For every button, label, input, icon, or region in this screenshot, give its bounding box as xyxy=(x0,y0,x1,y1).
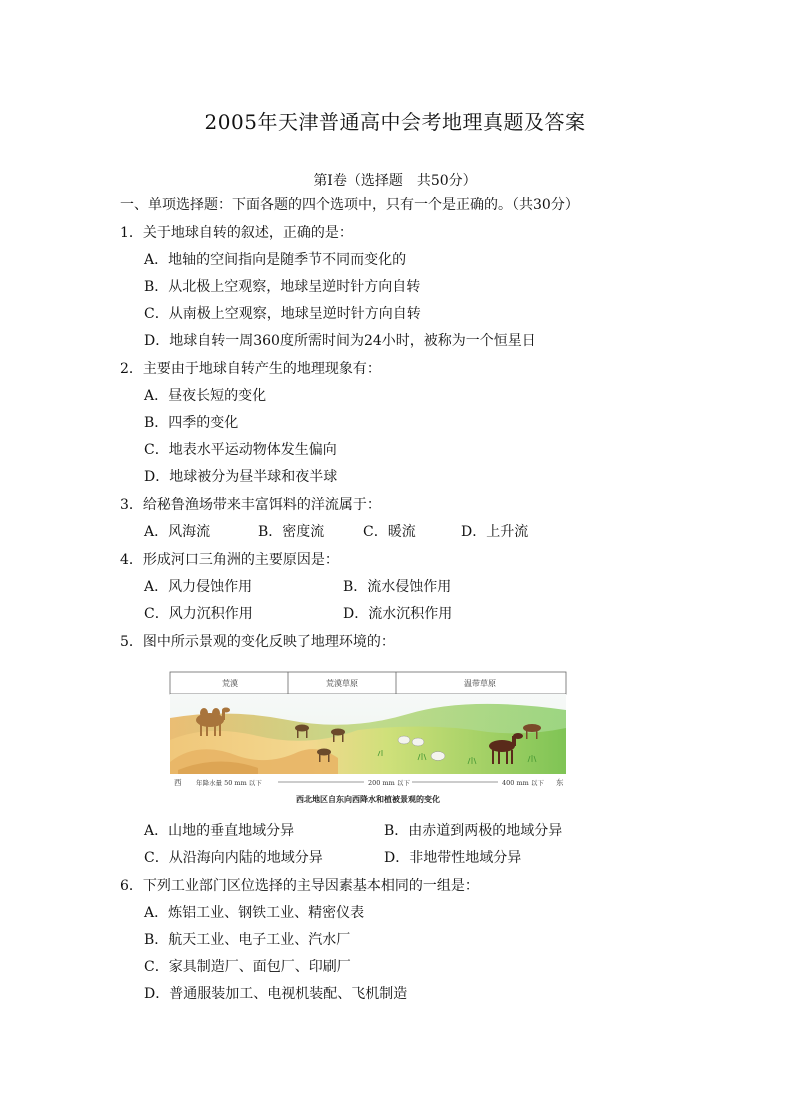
question-3-option-b: B．密度流 xyxy=(258,524,325,540)
question-6-option-c: C．家具制造厂、面包厂、印刷厂 xyxy=(144,959,351,975)
east-label: 东 xyxy=(556,778,564,787)
question-5-option-c: C．从沿海向内陆的地域分异 xyxy=(144,850,323,866)
question-1-option-d: D．地球自转一周360度所需时间为24小时，被称为一个恒星日 xyxy=(144,333,536,349)
question-2-option-c: C．地表水平运动物体发生偏向 xyxy=(144,442,337,458)
question-1-stem: 1．关于地球自转的叙述，正确的是： xyxy=(120,225,353,241)
question-4-option-c: C．风力沉积作用 xyxy=(144,606,253,622)
question-1-option-b: B．从北极上空观察，地球呈逆时针方向自转 xyxy=(144,279,421,295)
west-label: 西 xyxy=(174,778,182,787)
landscape-figure xyxy=(168,670,568,808)
question-6-option-d: D．普通服装加工、电视机装配、飞机制造 xyxy=(144,986,408,1002)
figure-caption: 西北地区自东向西降水和植被景观的变化 xyxy=(296,794,440,804)
question-2-stem: 2．主要由于地球自转产生的地理现象有： xyxy=(120,361,381,377)
question-2-option-d: D．地球被分为昼半球和夜半球 xyxy=(144,469,338,485)
question-4-option-d: D．流水沉积作用 xyxy=(343,606,453,622)
question-4-stem: 4．形成河口三角洲的主要原因是： xyxy=(120,552,339,568)
rainfall-200mm: 200 mm 以下 xyxy=(368,779,410,787)
question-2-option-b: B．四季的变化 xyxy=(144,415,239,431)
question-3-stem: 3．给秘鲁渔场带来丰富饵料的洋流属于： xyxy=(120,497,381,513)
question-6-option-a: A．炼铝工业、钢铁工业、精密仪表 xyxy=(144,905,365,921)
rainfall-400mm: 400 mm 以下 xyxy=(502,779,544,787)
question-3-option-d: D．上升流 xyxy=(461,524,529,540)
rainfall-50mm: 年降水量 50 mm 以下 xyxy=(196,779,262,787)
question-4-option-a: A．风力侵蚀作用 xyxy=(144,579,253,595)
question-1-option-a: A．地轴的空间指向是随季节不同而变化的 xyxy=(144,252,407,268)
question-6-stem: 6．下列工业部门区位选择的主导因素基本相同的一组是： xyxy=(120,878,479,894)
question-4-option-b: B．流水侵蚀作用 xyxy=(343,579,452,595)
question-3-option-a: A．风海流 xyxy=(144,524,211,540)
band-temperate-steppe-label: 温带草原 xyxy=(464,679,496,688)
question-5-option-a: A．山地的垂直地域分异 xyxy=(144,823,295,839)
band-desert-steppe-label: 荒漠草原 xyxy=(326,679,358,688)
question-1-option-c: C．从南极上空观察，地球呈逆时针方向自转 xyxy=(144,306,421,322)
page-title: 2005年天津普通高中会考地理真题及答案 xyxy=(204,110,586,134)
question-5-stem: 5．图中所示景观的变化反映了地理环境的： xyxy=(120,634,395,650)
part-heading: 第Ⅰ卷（选择题 共50分） xyxy=(313,173,477,189)
question-6-option-b: B．航天工业、电子工业、汽水厂 xyxy=(144,932,351,948)
band-desert-label: 荒漠 xyxy=(222,679,238,688)
question-5-option-b: B．由赤道到两极的地域分异 xyxy=(384,823,563,839)
question-5-option-d: D．非地带性地域分异 xyxy=(384,850,522,866)
section-heading: 一、单项选择题：下面各题的四个选项中，只有一个是正确的。（共30分） xyxy=(120,197,579,213)
question-2-option-a: A．昼夜长短的变化 xyxy=(144,388,267,404)
question-3-option-c: C．暖流 xyxy=(363,524,416,540)
